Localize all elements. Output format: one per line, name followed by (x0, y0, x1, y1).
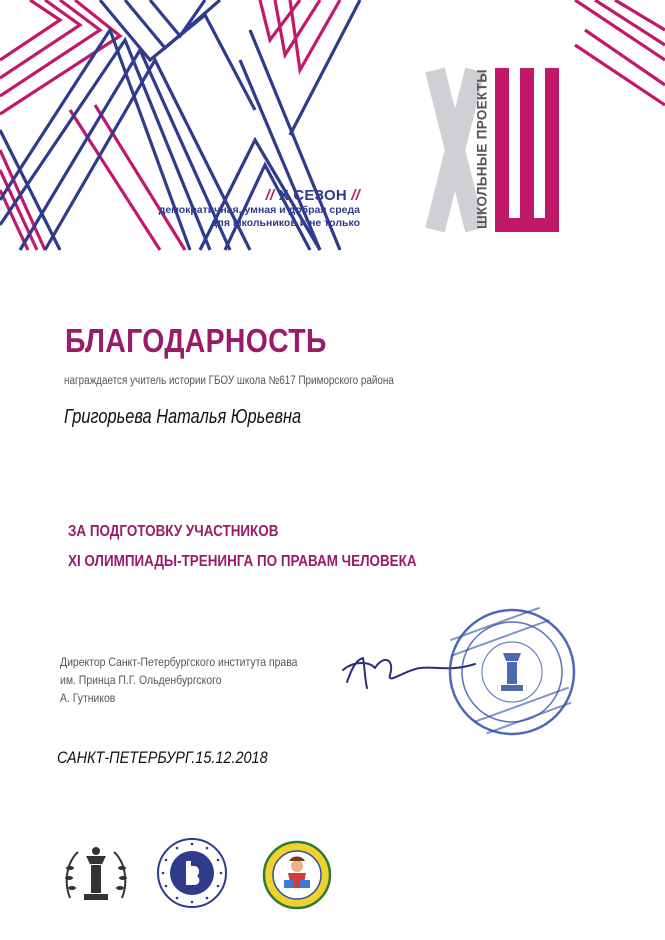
season-subtitle-line2: для школьников и не только (210, 217, 360, 229)
award-reason (68, 517, 417, 577)
recipient-name: Григорьева Наталья Юрьевна (64, 406, 302, 428)
logo-vertical-text: ШКОЛЬНЫЕ ПРОЕКТЫ (474, 69, 490, 229)
season-title: // X СЕЗОН // (265, 187, 360, 204)
city-date: САНКТ-ПЕТЕРБУРГ.15.12.2018 (57, 748, 268, 767)
law-institute-emblem-logo (60, 838, 132, 910)
award-reason-line1: ЗА ПОДГОТОВКУ УЧАСТНИКОВ (68, 523, 279, 540)
hse-university-logo (155, 836, 229, 910)
signatory-block (60, 653, 297, 707)
school-projects-logo (425, 65, 565, 235)
awarded-to-text: награждается учитель истории ГБОУ школа №617 Приморского района (64, 375, 394, 387)
award-reason-line2: XI ОЛИМПИАДЫ-ТРЕНИНГА ПО ПРАВАМ ЧЕЛОВЕКА (68, 553, 417, 570)
season-block (150, 187, 360, 230)
signatory-name: А. Гутников (60, 691, 116, 705)
institution-seal (445, 605, 580, 740)
certificate-title: БЛАГОДАРНОСТЬ (65, 322, 327, 359)
signatory-line1: Директор Санкт-Петербургского института права (60, 655, 298, 669)
signatory-line2: им. Принца П.Г. Ольденбургского (60, 673, 222, 687)
season-subtitle-line1: демократичная, умная и добрая среда (158, 204, 360, 216)
children-rights-logo (262, 840, 332, 910)
